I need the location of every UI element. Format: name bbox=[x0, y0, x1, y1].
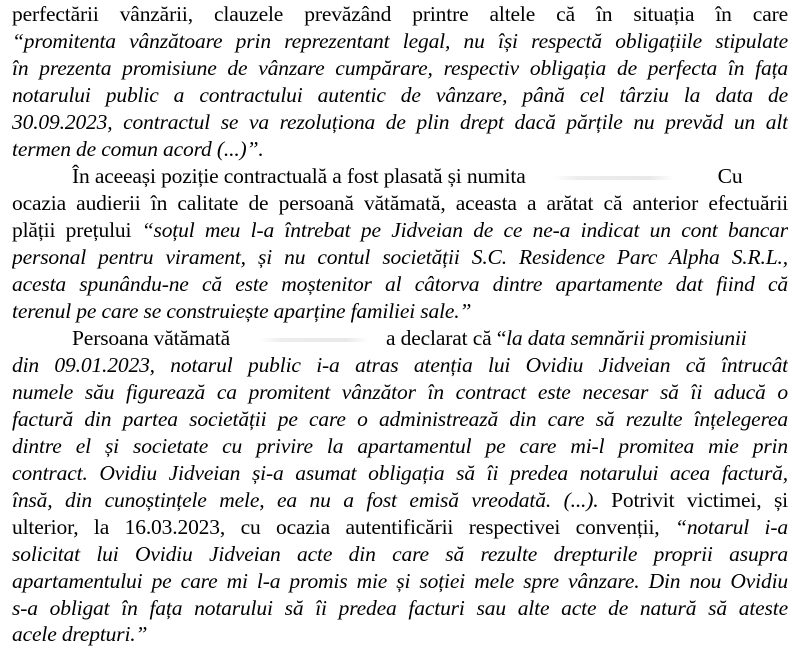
text-line bbox=[72, 163, 788, 189]
paragraph-text: a declarat că “ bbox=[386, 326, 507, 350]
quote-text: la data semnării promisiunii bbox=[506, 326, 747, 350]
text-line bbox=[12, 514, 788, 540]
text-line bbox=[12, 28, 788, 54]
quote-text: acele drepturi.” bbox=[12, 622, 148, 646]
text-line bbox=[12, 298, 788, 324]
text-line bbox=[12, 433, 788, 459]
quote-text: din 09.01.2023, notarul public i-a atras atenția lui Ovidiu Jidveian că întrucât bbox=[12, 353, 788, 377]
paragraph-text: plății prețului bbox=[12, 218, 132, 242]
quote-text: solicitat lui Ovidiu Jidveian acte din care să rezulte drepturile proprii asupra bbox=[12, 542, 788, 566]
paragraph-text: În aceeași poziție contractuală a fost plasată și numita bbox=[72, 164, 526, 188]
text-line bbox=[12, 460, 788, 486]
redacted-name bbox=[260, 338, 368, 342]
paragraph-text: Potrivit victimei, și bbox=[611, 488, 788, 512]
text-line bbox=[12, 379, 788, 405]
quote-text: “soțul meu l-a întrebat pe Jidveian de ce ne-a indicat un cont bancar bbox=[141, 218, 788, 242]
paragraph-text: Cu bbox=[717, 164, 743, 188]
quote-text: factură din partea societății pe care o administrează din care să rezulte înțelegerea bbox=[12, 407, 788, 431]
text-line bbox=[12, 568, 788, 594]
quote-text: termen de comun acord (...)”. bbox=[12, 137, 264, 161]
text-line: ocazia audierii în calitate de persoană vătămată, aceasta a arătat că anterior efectuării bbox=[12, 191, 788, 215]
redacted-name bbox=[554, 176, 674, 180]
text-line bbox=[12, 82, 788, 108]
text-line bbox=[12, 595, 788, 621]
text-line bbox=[12, 271, 788, 297]
quote-text: “notarul i-a bbox=[675, 515, 788, 539]
quote-text: apartamentului pe care mi l-a promis mie și soției mele spre vânzare. Din nou Ovidiu bbox=[12, 569, 788, 593]
text-line bbox=[12, 55, 788, 81]
text-line bbox=[12, 621, 788, 646]
text-line bbox=[12, 244, 788, 270]
quote-text: acesta spunându-ne că este moștenitor al câtorva dintre apartamente dat fiind că bbox=[12, 272, 788, 296]
text-line bbox=[72, 325, 788, 351]
quote-text: 30.09.2023, contractul se va rezoluționa de plin drept dacă părțile nu prevăd un alt bbox=[12, 110, 788, 134]
text-line: perfectării vânzării, clauzele prevăzând printre altele că în situația în care bbox=[12, 2, 788, 26]
quote-text: numele său figurează ca promitent vânzător în contract este necesar să îi aducă o bbox=[12, 380, 788, 404]
quote-text: în prezenta promisiune de vânzare cumpărare, respectiv obligația de perfecta în fața bbox=[12, 56, 788, 80]
text-line bbox=[12, 406, 788, 432]
quote-text: dintre el și societate cu privire la apartamentul pe care mi-l promitea mie prin bbox=[12, 434, 788, 458]
text-line bbox=[12, 136, 788, 162]
quote-text: notarului public a contractului autentic de vânzare, până cel târziu la data de bbox=[12, 83, 788, 107]
text-line bbox=[12, 541, 788, 567]
quote-text: s-a obligat în fața notarului să îi predea facturi sau alte acte de natură să ateste bbox=[12, 596, 788, 620]
text-line bbox=[12, 352, 788, 378]
quote-text: personal pentru virament, și nu contul societății S.C. Residence Parc Alpha S.R.L., bbox=[12, 245, 788, 269]
text-line bbox=[12, 109, 788, 135]
quote-text: terenul pe care se construiește aparține familiei sale.” bbox=[12, 299, 472, 323]
paragraph-text: Persoana vătămată bbox=[72, 326, 231, 350]
quote-text: “promitenta vânzătoare prin reprezentant legal, nu își respectă obligațiile stipulate bbox=[12, 29, 788, 53]
text-line bbox=[12, 487, 788, 513]
paragraph-text: ulterior, la 16.03.2023, cu ocazia autentificării respectivei convenții, bbox=[12, 515, 660, 539]
quote-text: contract. Ovidiu Jidveian și-a asumat obligația să îi predea notarului acea factură, bbox=[12, 461, 788, 485]
quote-text: însă, din cunoștințele mele, ea nu a fost emisă vreodată. (...). bbox=[12, 488, 599, 512]
text-line bbox=[12, 217, 788, 243]
